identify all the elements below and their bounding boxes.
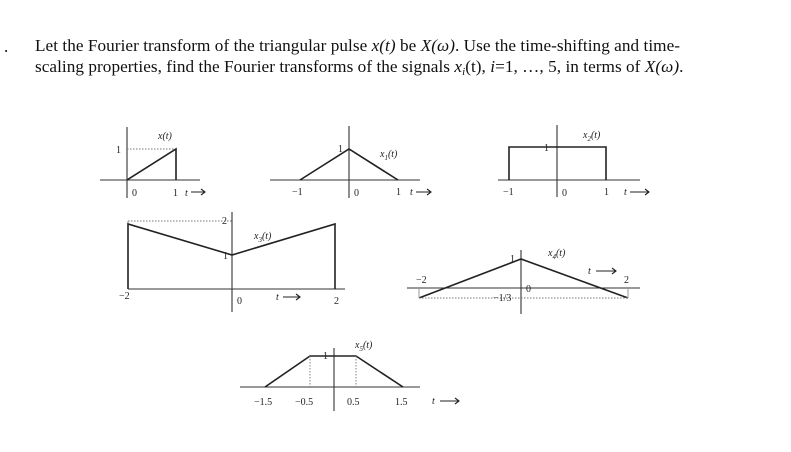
tick-0-5: 0.5 bbox=[347, 397, 360, 408]
tick-amp-2: 2 bbox=[222, 216, 227, 227]
math-x-of-t: x(t) bbox=[371, 36, 396, 55]
signal-x bbox=[127, 149, 176, 180]
plot-x2 bbox=[498, 125, 649, 199]
math-X-of-omega: X(ω) bbox=[420, 36, 455, 55]
label-x4-of-t: $x_4(t)$ bbox=[548, 248, 566, 261]
t-arrow-icon bbox=[283, 294, 300, 300]
tick-0: 0 bbox=[562, 188, 567, 199]
t-arrow-label: t bbox=[410, 187, 413, 198]
t-arrow-icon bbox=[630, 189, 649, 195]
tick-amp-1: 1 bbox=[116, 145, 121, 156]
t-arrow-icon bbox=[596, 268, 616, 274]
t-arrow-label: t bbox=[276, 292, 279, 303]
text: =1, …, 5, in terms of bbox=[495, 57, 645, 76]
tick-0: 0 bbox=[354, 188, 359, 199]
tick-amp-1: 1 bbox=[338, 144, 343, 155]
math-subscript-i: i bbox=[462, 66, 466, 78]
plot-x3 bbox=[119, 212, 345, 312]
text: scaling properties, find the Fourier transforms of the signals bbox=[35, 57, 455, 76]
tick-neg-1-5: −1.5 bbox=[254, 397, 273, 408]
label-x3-of-t: $x_3(t)$ bbox=[254, 231, 272, 244]
t-arrow-label: t bbox=[185, 188, 188, 199]
tick-0: 0 bbox=[237, 296, 242, 307]
plot-x4 bbox=[407, 248, 640, 314]
tick-1: 1 bbox=[173, 188, 178, 199]
tick-2: 2 bbox=[624, 275, 629, 286]
label-x5-of-t: $x_5(t)$ bbox=[355, 340, 373, 353]
list-bullet: . bbox=[4, 37, 9, 56]
tick-neg-1-3: −1/3 bbox=[493, 293, 512, 304]
plot-x5 bbox=[240, 340, 459, 411]
label-x1-of-t: $x_1(t)$ bbox=[380, 149, 398, 162]
tick-amp-1: 1 bbox=[544, 143, 549, 154]
tick-neg-2: −2 bbox=[119, 291, 130, 302]
label-x-of-t: x(t) bbox=[158, 131, 172, 142]
tick-neg-1: −1 bbox=[292, 187, 303, 198]
signal-x4 bbox=[419, 259, 628, 298]
tick-1: 1 bbox=[604, 187, 609, 198]
text: (t), bbox=[465, 57, 491, 76]
math-x: x bbox=[454, 57, 463, 76]
tick-amp-1: 1 bbox=[510, 254, 515, 265]
text: . bbox=[679, 57, 684, 76]
text: . Use the time-shifting and time- bbox=[454, 36, 681, 55]
tick-neg-0-5: −0.5 bbox=[295, 397, 314, 408]
plot-x bbox=[100, 127, 205, 199]
t-arrow-label: t bbox=[624, 187, 627, 198]
plot-x1 bbox=[270, 126, 431, 199]
text: be bbox=[395, 36, 421, 55]
tick-2: 2 bbox=[334, 296, 339, 307]
tick-1-5: 1.5 bbox=[395, 397, 408, 408]
tick-0: 0 bbox=[132, 188, 137, 199]
tick-neg-2: −2 bbox=[416, 275, 427, 286]
text: Let the Fourier transform of the triangular pulse bbox=[35, 36, 372, 55]
label-x2-of-t: $x_2(t)$ bbox=[583, 130, 601, 143]
tick-neg-1: −1 bbox=[503, 187, 514, 198]
math-X-of-omega: X(ω) bbox=[644, 57, 680, 76]
t-arrow-label: t bbox=[432, 396, 435, 407]
tick-amp-1: 1 bbox=[323, 351, 328, 362]
t-arrow-icon bbox=[191, 189, 205, 195]
t-arrow-label: t bbox=[588, 266, 591, 277]
math-i: i bbox=[490, 57, 496, 76]
t-arrow-icon bbox=[440, 398, 459, 404]
tick-1: 1 bbox=[396, 187, 401, 198]
t-arrow-icon bbox=[416, 189, 431, 195]
tick-amp-1: 1 bbox=[223, 251, 228, 262]
tick-0: 0 bbox=[526, 284, 531, 295]
